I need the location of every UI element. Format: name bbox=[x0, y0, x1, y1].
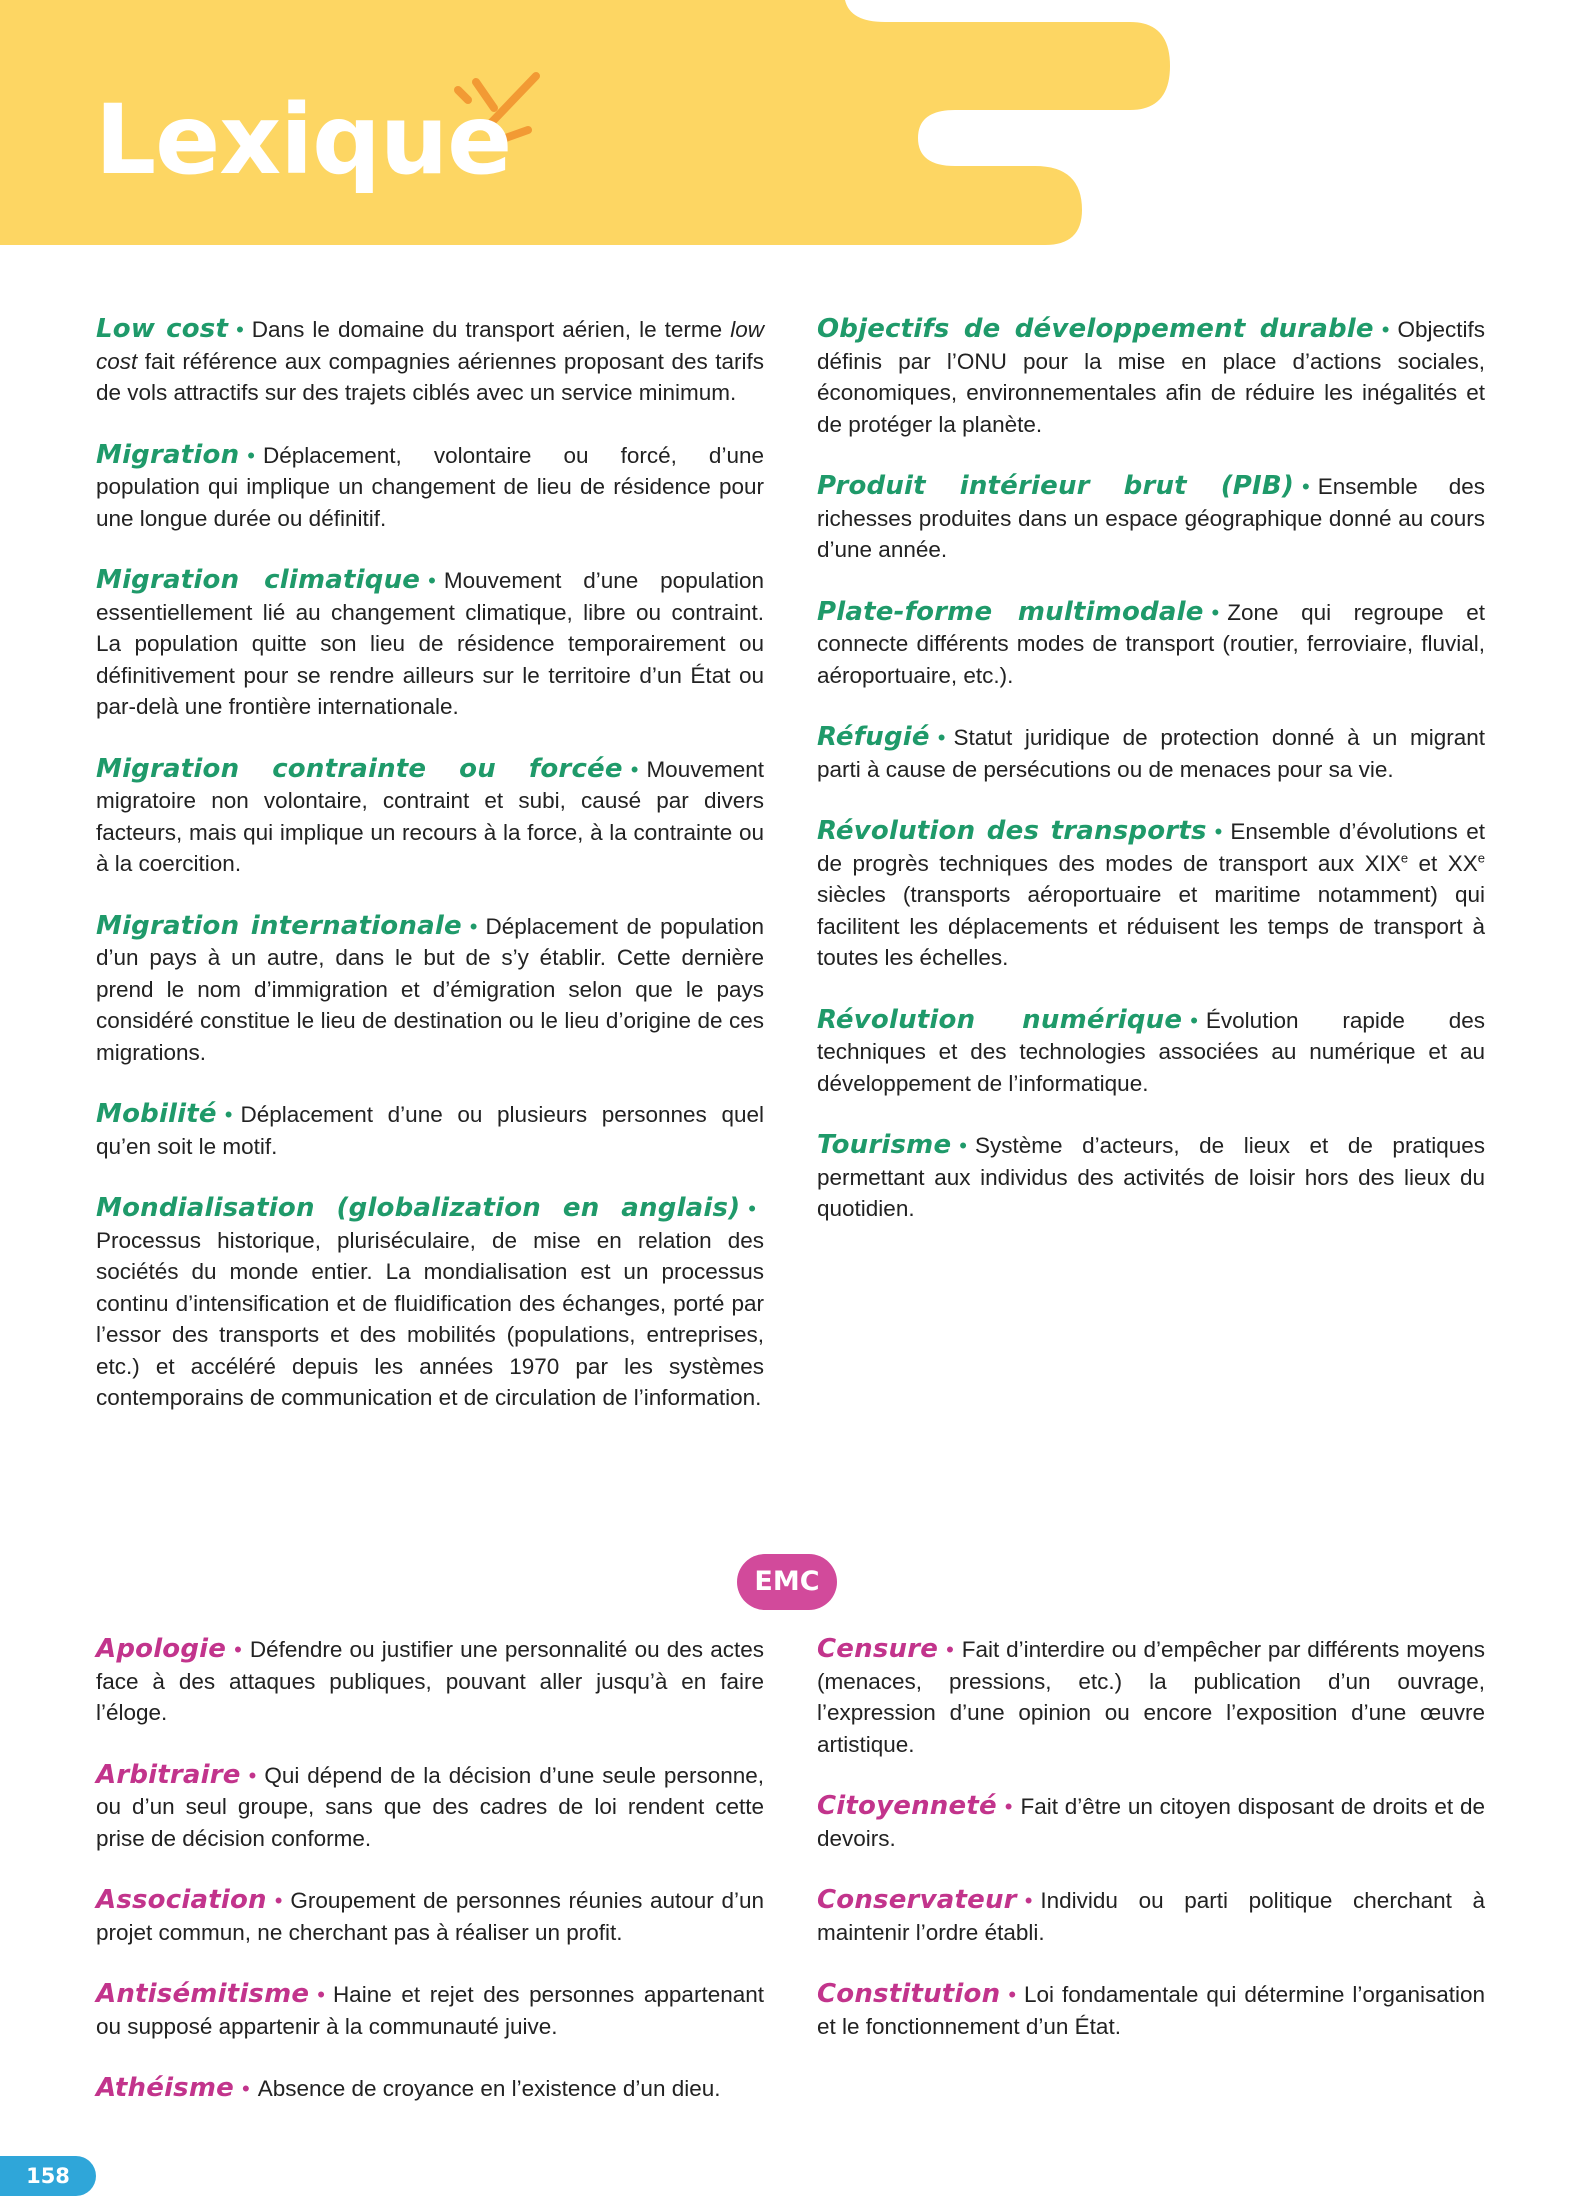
glossary-term: Low cost bbox=[96, 314, 229, 344]
separator-bullet: • bbox=[1302, 474, 1310, 499]
glossary-entry bbox=[817, 1979, 1485, 2042]
definition-text: Groupement de personnes réunies autour d’un projet commun, ne cherchant pas à réaliser un profit. bbox=[96, 1888, 764, 1945]
glossary-term: Migration climatique bbox=[96, 565, 421, 595]
separator-bullet: • bbox=[274, 1888, 283, 1913]
glossary-entry bbox=[817, 816, 1485, 974]
emc-section-badge: EMC bbox=[737, 1554, 837, 1610]
glossary-entry bbox=[817, 722, 1485, 785]
glossary-term: Migration bbox=[96, 439, 240, 470]
emc-right-column bbox=[817, 1634, 1485, 2073]
glossary-entry bbox=[817, 597, 1485, 692]
glossary-entry bbox=[96, 1760, 764, 1855]
glossary-term: Tourisme bbox=[817, 1130, 952, 1160]
definition-text: Fait d’être un citoyen disposant de droits et de devoirs. bbox=[817, 1794, 1485, 1851]
glossary-entry bbox=[817, 1791, 1485, 1854]
separator-bullet: • bbox=[937, 725, 946, 750]
definition-text: Déplacement de population d’un pays à un autre, dans le but de s’y établir. Cette dernière prend le nom d’immigration et d’émigration selon que le pays considéré constitue le lieu de destination ou le lieu d’origine de ces migrations. bbox=[96, 913, 764, 1065]
definition-text: Dans le domaine du transport aérien, le terme bbox=[251, 317, 731, 342]
definition-superscript: e bbox=[1400, 850, 1409, 865]
separator-bullet: • bbox=[1211, 599, 1220, 625]
glossary-term: Objectifs de développement durable bbox=[817, 314, 1374, 344]
definition-text: Statut juridique de protection donné à un migrant parti à cause de persécutions ou de menaces pour sa vie. bbox=[817, 725, 1485, 782]
glossary-entry bbox=[817, 1005, 1485, 1100]
separator-bullet: • bbox=[224, 1102, 233, 1127]
glossary-definition bbox=[258, 2076, 721, 2101]
definition-superscript: e bbox=[1477, 850, 1485, 865]
definition-text: Individu ou parti politique cherchant à maintenir l’ordre établi. bbox=[817, 1888, 1485, 1945]
glossary-term: Antisémitisme bbox=[96, 1979, 310, 2009]
separator-bullet: • bbox=[748, 1196, 756, 1221]
definition-text: Ensemble d’évolutions et de progrès techniques des modes de transport aux XIX bbox=[817, 819, 1485, 876]
glossary-term: Conservateur bbox=[817, 1885, 1017, 1915]
separator-bullet: • bbox=[242, 2076, 250, 2101]
glossary-entry bbox=[96, 1634, 764, 1729]
glossary-entry bbox=[817, 1885, 1485, 1948]
separator-bullet: • bbox=[1214, 819, 1223, 844]
separator-bullet: • bbox=[1008, 1982, 1017, 2007]
separator-bullet: • bbox=[959, 1133, 967, 1158]
separator-bullet: • bbox=[1190, 1007, 1198, 1033]
glossary-entry bbox=[96, 314, 764, 409]
glossary-term: Censure bbox=[817, 1634, 939, 1664]
glossary-right-column bbox=[817, 314, 1485, 1256]
separator-bullet: • bbox=[1024, 1888, 1033, 1913]
definition-text: fait référence aux compagnies aériennes proposant des tarifs de vols attractifs sur des trajets ciblés avec un service minimum. bbox=[96, 348, 764, 405]
separator-bullet: • bbox=[946, 1637, 954, 1662]
definition-text: Mouvement migratoire non volontaire, contraint et subi, causé par divers facteurs, mais qui implique un recours à la force, à la contrainte ou à la coercition. bbox=[96, 756, 764, 876]
page-number: 158 bbox=[0, 2156, 96, 2196]
definition-text: Loi fondamentale qui détermine l’organisation et le fonctionnement d’un État. bbox=[817, 1982, 1485, 2039]
glossary-entry bbox=[96, 440, 764, 535]
emc-left-column bbox=[96, 1634, 764, 2136]
glossary-term: Produit intérieur brut (PIB) bbox=[817, 471, 1295, 501]
definition-text: Mouvement d’une population essentiellement lié au changement climatique, libre ou contraint. La population quitte son lieu de résidence temporairement ou définitivement pour se rendre ailleurs sur le territoire d’un État ou par-delà une frontière internationale. bbox=[96, 568, 765, 719]
glossary-term: Plate-forme multimodale bbox=[817, 596, 1204, 627]
glossary-term: Association bbox=[96, 1885, 267, 1915]
definition-text: Déplacement d’une ou plusieurs personnes quel qu’en soit le motif. bbox=[96, 1102, 764, 1159]
glossary-term: Migration internationale bbox=[96, 910, 462, 941]
glossary-term: Arbitraire bbox=[96, 1759, 241, 1790]
definition-text: siècles (transports aéroportuaire et maritime notamment) qui facilitent les déplacements et réduisent les temps de transport à toutes les échelles. bbox=[817, 882, 1485, 970]
separator-bullet: • bbox=[248, 1762, 257, 1788]
glossary-term: Mondialisation (globalization en anglais) bbox=[96, 1193, 741, 1223]
glossary-entry bbox=[96, 1099, 764, 1162]
separator-bullet: • bbox=[317, 1982, 325, 2007]
definition-text: Déplacement, volontaire ou forcé, d’une population qui implique un changement de lieu de résidence pour une longue durée ou définitif. bbox=[96, 442, 764, 531]
glossary-term: Athéisme bbox=[96, 2073, 234, 2103]
glossary-entry bbox=[817, 314, 1485, 440]
glossary-term: Apologie bbox=[96, 1634, 227, 1664]
glossary-entry bbox=[96, 1979, 764, 2042]
glossary-term: Constitution bbox=[817, 1979, 1001, 2009]
separator-bullet: • bbox=[234, 1637, 242, 1662]
definition-emphasis: low cost bbox=[96, 317, 765, 374]
definition-text: Défendre ou justifier une personnalité ou des actes face à des attaques publiques, pouvant aller jusqu’à en faire l’éloge. bbox=[96, 1637, 764, 1725]
glossary-definition bbox=[96, 1228, 764, 1411]
definition-text: Processus historique, pluriséculaire, de mise en relation des sociétés du monde entier. La mondialisation est un processus continu d’intensification et de fluidification des échanges, porté par l’essor des transports et des mobilités (populations, entreprises, etc.) et accéléré depuis les années 1970 par les systèmes contemporains de communication et de circulation de l’information. bbox=[96, 1227, 764, 1410]
glossary-entry bbox=[817, 471, 1485, 566]
glossary-entry bbox=[96, 1885, 764, 1948]
glossary-term: Migration contrainte ou forcée bbox=[96, 753, 623, 784]
glossary-term: Réfugié bbox=[817, 722, 930, 752]
definition-text: Évolution rapide des techniques et des technologies associées au numérique et au développement de l’informatique. bbox=[817, 1007, 1485, 1096]
definition-text: Ensemble des richesses produites dans un espace géographique donné au cours d’une année. bbox=[817, 474, 1485, 562]
separator-bullet: • bbox=[1004, 1794, 1013, 1819]
page-title: Lexique bbox=[95, 84, 512, 196]
glossary-entry bbox=[96, 565, 764, 723]
separator-bullet: • bbox=[236, 317, 244, 342]
definition-text: Fait d’interdire ou d’empêcher par différents moyens (menaces, pressions, etc.) la publication d’un ouvrage, l’expression d’une opinion ou encore l’exposition d’une œuvre artistique. bbox=[817, 1637, 1485, 1757]
definition-text: Système d’acteurs, de lieux et de pratiques permettant aux individus des activités de loisir hors des lieux du quotidien. bbox=[817, 1133, 1485, 1221]
separator-bullet: • bbox=[469, 913, 478, 939]
definition-text: Absence de croyance en l’existence d’un dieu. bbox=[257, 2076, 721, 2101]
definition-text: Qui dépend de la décision d’une seule personne, ou d’un seul groupe, sans que des cadres de loi rendent cette prise de décision conforme. bbox=[96, 1762, 764, 1851]
glossary-entry bbox=[96, 754, 764, 880]
separator-bullet: • bbox=[247, 442, 255, 468]
glossary-entry bbox=[96, 2073, 764, 2105]
definition-text: Objectifs définis par l’ONU pour la mise en place d’actions sociales, économiques, environnementales afin de réduire les inégalités et de protéger la planète. bbox=[817, 317, 1485, 437]
definition-text: Haine et rejet des personnes appartenant ou supposé appartenir à la communauté juive. bbox=[96, 1982, 764, 2039]
definition-text: et XX bbox=[1408, 850, 1478, 876]
separator-bullet: • bbox=[630, 756, 639, 782]
separator-bullet: • bbox=[428, 568, 436, 593]
glossary-entry bbox=[817, 1634, 1485, 1760]
glossary-entry bbox=[817, 1130, 1485, 1225]
glossary-entry bbox=[96, 1193, 764, 1414]
separator-bullet: • bbox=[1381, 317, 1390, 342]
glossary-left-column bbox=[96, 314, 764, 1445]
definition-text: Zone qui regroupe et connecte différents modes de transport (routier, ferroviaire, fluvial, aéroportuaire, etc.). bbox=[817, 599, 1485, 688]
glossary-entry bbox=[96, 911, 764, 1069]
glossary-term: Révolution numérique bbox=[817, 1004, 1183, 1035]
glossary-term: Révolution des transports bbox=[817, 816, 1207, 846]
glossary-term: Mobilité bbox=[96, 1099, 217, 1129]
glossary-term: Citoyenneté bbox=[817, 1791, 997, 1821]
